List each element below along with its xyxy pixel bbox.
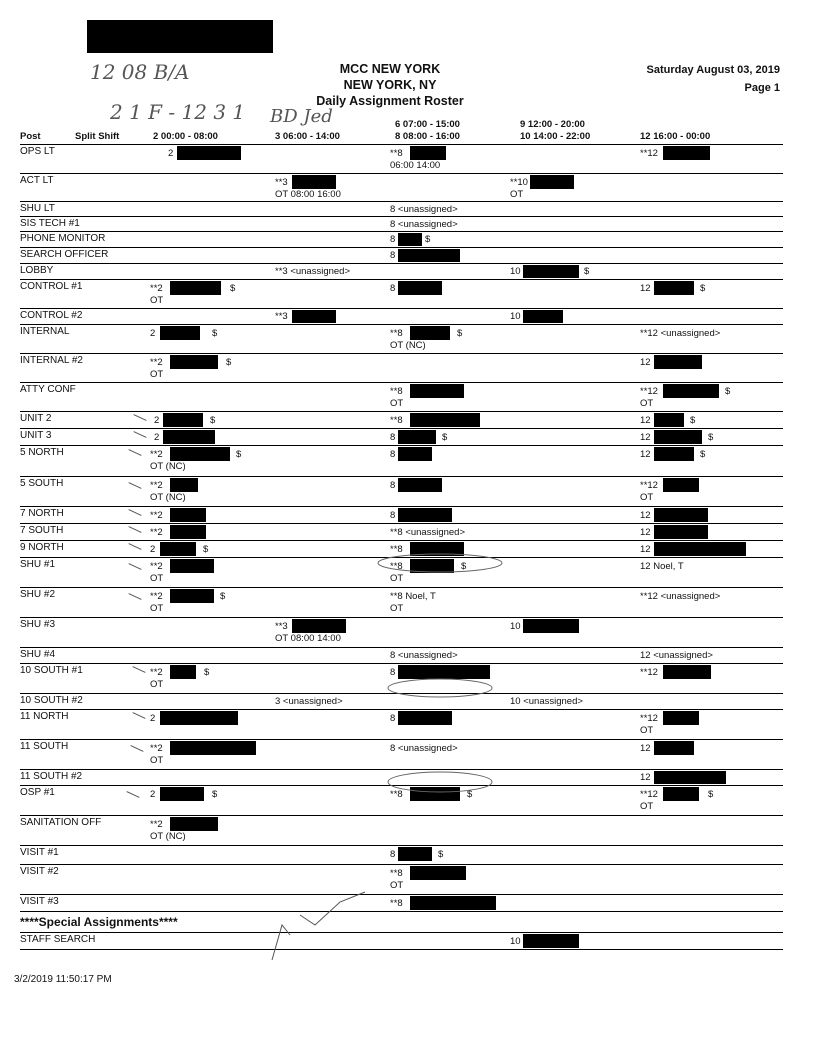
cell-shift-2: 2 — [168, 148, 174, 159]
col-shift-3: 3 06:00 - 14:00 — [275, 131, 340, 142]
row-internal-2 — [20, 354, 783, 383]
cell-shift-12: 12 — [640, 283, 651, 294]
cell-shift-12-ot: OT — [640, 725, 654, 736]
row-atty-conf — [20, 383, 783, 412]
cell-shift-12-ot: OT — [640, 492, 654, 503]
redaction-bar — [654, 355, 702, 369]
cell-shift-8: **8 — [390, 148, 403, 159]
cell-shift-8-ot: OT — [390, 603, 404, 614]
cell-shift-12: **12 <unassigned> — [640, 591, 721, 602]
cell-shift-2-ot: OT (NC) — [150, 831, 186, 842]
row-10-south-1 — [20, 664, 783, 694]
cell-shift-2: **2 — [150, 819, 163, 830]
cell-shift-12: 12 <unassigned> — [640, 650, 713, 661]
post-label: VISIT #3 — [20, 896, 59, 907]
row-5-north — [20, 446, 783, 477]
section-heading: ****Special Assignments**** — [20, 915, 178, 929]
post-label: 10 SOUTH #1 — [20, 665, 83, 676]
row-ops-lt — [20, 145, 783, 174]
redaction-bar — [170, 665, 196, 679]
row-osp-1 — [20, 786, 783, 816]
cell-shift-8-ot: OT (NC) — [390, 340, 426, 351]
dollar-mark: $ — [725, 386, 731, 397]
redaction-bar — [292, 619, 346, 633]
row-shu-2 — [20, 588, 783, 618]
cell-shift-3: **3 <unassigned> — [275, 266, 351, 277]
redaction-bar — [654, 542, 746, 556]
tick-mark — [133, 414, 146, 421]
dollar-mark: $ — [457, 328, 463, 339]
row-visit-2 — [20, 865, 783, 895]
post-label: SEARCH OFFICER — [20, 249, 109, 260]
cell-shift-2: **2 — [150, 357, 163, 368]
cell-shift-12: 12 — [640, 415, 651, 426]
cell-shift-8: **8 — [390, 561, 403, 572]
cell-shift-2: 2 — [154, 432, 160, 443]
cell-shift-12: **12 — [640, 713, 658, 724]
cell-shift-8: 8 — [390, 667, 396, 678]
cell-shift-10: 10 — [510, 266, 521, 277]
redaction-bar — [663, 665, 711, 679]
row-11-north — [20, 710, 783, 740]
redaction-bar — [398, 847, 432, 861]
row-lobby — [20, 264, 783, 280]
dollar-mark: $ — [438, 849, 444, 860]
dollar-mark: $ — [584, 266, 590, 277]
cell-shift-3: **3 — [275, 311, 288, 322]
redaction-bar — [654, 413, 684, 427]
cell-shift-12-ot: OT — [640, 801, 654, 812]
row-shu-1 — [20, 558, 783, 588]
cell-shift-2: **2 — [150, 480, 163, 491]
redaction-bar — [398, 447, 432, 461]
cell-shift-2: **2 — [150, 561, 163, 572]
dollar-mark: $ — [204, 667, 210, 678]
post-label: VISIT #1 — [20, 847, 59, 858]
tick-mark — [128, 593, 141, 600]
row-shu-3 — [20, 618, 783, 648]
cell-shift-8: **8 — [390, 789, 403, 800]
row-sanitation — [20, 816, 783, 846]
redaction-bar — [663, 146, 710, 160]
redaction-bar — [163, 413, 203, 427]
cell-shift-10: 10 — [510, 311, 521, 322]
col-shift-12: 12 16:00 - 00:00 — [640, 131, 711, 142]
post-label: SHU #1 — [20, 559, 56, 570]
cell-shift-2-ot: OT — [150, 755, 164, 766]
handwritten-note: 12 08 B/A — [90, 60, 190, 84]
redaction-bar — [170, 447, 230, 461]
cell-shift-8: **8 — [390, 328, 403, 339]
post-label: OPS LT — [20, 146, 55, 157]
row-11-south-2 — [20, 770, 783, 786]
row-special-assignments — [20, 912, 783, 933]
cell-shift-3: **3 — [275, 621, 288, 632]
redaction-bar — [87, 20, 273, 53]
redaction-bar — [163, 430, 215, 444]
redaction-bar — [398, 281, 442, 295]
cell-shift-3: **3 — [275, 177, 288, 188]
redaction-bar — [523, 265, 579, 278]
cell-shift-12: 12 — [640, 527, 651, 538]
cell-shift-8-ot: OT — [390, 880, 404, 891]
redaction-bar — [170, 817, 218, 831]
cell-shift-2: **2 — [150, 667, 163, 678]
post-label: ACT LT — [20, 175, 54, 186]
cell-shift-2-ot: OT — [150, 295, 164, 306]
row-search-officer — [20, 248, 783, 264]
row-sis-tech — [20, 217, 783, 232]
tick-mark — [133, 431, 146, 438]
row-shu-lt — [20, 202, 783, 217]
redaction-bar — [663, 787, 699, 801]
post-label: INTERNAL — [20, 326, 70, 337]
dollar-mark: $ — [212, 789, 218, 800]
dollar-mark: $ — [700, 283, 706, 294]
redaction-bar — [170, 355, 218, 369]
row-7-south — [20, 524, 783, 541]
col-post: Post — [20, 131, 41, 142]
redaction-bar — [410, 326, 450, 340]
cell-shift-8: 8 — [390, 480, 396, 491]
redaction-bar — [663, 478, 699, 492]
cell-shift-8: 8 — [390, 510, 396, 521]
cell-shift-12: **12 — [640, 789, 658, 800]
redaction-bar — [663, 384, 719, 398]
dollar-mark: $ — [203, 544, 209, 555]
redaction-bar — [177, 146, 241, 160]
redaction-bar — [398, 478, 442, 492]
row-unit-3 — [20, 429, 783, 446]
redaction-bar — [170, 559, 214, 573]
row-control-2 — [20, 309, 783, 325]
redaction-bar — [292, 310, 336, 323]
redaction-bar — [160, 326, 200, 340]
dollar-mark: $ — [461, 561, 467, 572]
post-label: CONTROL #2 — [20, 310, 83, 321]
dollar-mark: $ — [220, 591, 226, 602]
row-shu-4 — [20, 648, 783, 664]
dollar-mark: $ — [690, 415, 696, 426]
redaction-bar — [410, 896, 496, 910]
report-title: Daily Assignment Roster — [316, 94, 464, 108]
post-label: CONTROL #1 — [20, 281, 83, 292]
cell-shift-2: 2 — [150, 713, 156, 724]
redaction-bar — [170, 525, 206, 539]
cell-shift-2-ot: OT (NC) — [150, 492, 186, 503]
row-11-south — [20, 740, 783, 770]
cell-shift-8-time: 06:00 14:00 — [390, 160, 441, 171]
tick-mark — [128, 526, 141, 533]
tick-mark — [128, 449, 141, 456]
cell-shift-12: 12 — [640, 772, 651, 783]
post-label: STAFF SEARCH — [20, 934, 96, 945]
cell-shift-12: 12 Noel, T — [640, 561, 684, 572]
redaction-bar — [654, 741, 694, 755]
handwritten-initials: BD Jed — [270, 106, 333, 127]
cell-shift-2: 2 — [154, 415, 160, 426]
redaction-bar — [410, 384, 464, 398]
row-unit-2 — [20, 412, 783, 429]
cell-shift-8: **8 <unassigned> — [390, 527, 466, 538]
redaction-bar — [160, 542, 196, 556]
redaction-bar — [398, 249, 460, 262]
col-split: Split Shift — [75, 131, 120, 142]
post-label: VISIT #2 — [20, 866, 59, 877]
redaction-bar — [398, 430, 436, 444]
cell-shift-12: 12 — [640, 432, 651, 443]
cell-shift-12: **12 — [640, 148, 658, 159]
cell-shift-12-ot: OT — [640, 398, 654, 409]
cell-shift-8: **8 — [390, 544, 403, 555]
redaction-bar — [170, 589, 214, 603]
cell-shift-2: 2 — [150, 328, 156, 339]
row-10-south-2 — [20, 694, 783, 710]
cell-shift-2-ot: OT (NC) — [150, 461, 186, 472]
cell-shift-8: 8 <unassigned> — [390, 650, 458, 661]
redaction-bar — [654, 447, 694, 461]
cell-shift-12: 12 — [640, 449, 651, 460]
row-phone-monitor — [20, 232, 783, 248]
cell-shift-8: **8 — [390, 386, 403, 397]
cell-shift-3-ot: OT 08:00 14:00 — [275, 633, 341, 644]
redaction-bar — [654, 430, 702, 444]
redaction-bar — [398, 711, 452, 725]
post-label: LOBBY — [20, 265, 54, 276]
row-5-south — [20, 477, 783, 507]
facility-title: MCC NEW YORK — [339, 62, 441, 76]
cell-shift-2-ot: OT — [150, 369, 164, 380]
cell-shift-8: 8 — [390, 449, 396, 460]
redaction-bar — [654, 525, 708, 539]
row-staff-search — [20, 933, 783, 950]
post-label: INTERNAL #2 — [20, 355, 83, 366]
cell-shift-3-ot: OT 08:00 16:00 — [275, 189, 341, 200]
cell-shift-12: **12 — [640, 480, 658, 491]
cell-shift-8: 8 <unassigned> — [390, 219, 458, 230]
cell-shift-2-ot: OT — [150, 603, 164, 614]
cell-shift-12: **12 — [640, 667, 658, 678]
cell-shift-8: 8 — [390, 432, 396, 443]
redaction-bar — [530, 175, 574, 189]
cell-shift-8: 8 — [390, 250, 396, 261]
redaction-bar — [523, 934, 579, 948]
row-7-north — [20, 507, 783, 524]
redaction-bar — [398, 508, 452, 522]
cell-shift-8: 8 <unassigned> — [390, 204, 458, 215]
dollar-mark: $ — [236, 449, 242, 460]
post-label: SANITATION OFF — [20, 817, 102, 828]
post-label: 5 SOUTH — [20, 478, 64, 489]
redaction-bar — [654, 281, 694, 295]
tick-mark — [132, 666, 145, 673]
post-label: 9 NORTH — [20, 542, 64, 553]
dollar-mark: $ — [442, 432, 448, 443]
handwritten-note-2: 2 1 F - 12 3 1 — [110, 100, 246, 124]
redaction-bar — [523, 310, 563, 323]
col-shift-6: 6 07:00 - 15:00 — [395, 119, 460, 130]
cell-shift-8: **8 Noel, T — [390, 591, 436, 602]
dollar-mark: $ — [425, 234, 431, 245]
post-label: 11 SOUTH — [20, 741, 69, 752]
post-label: 10 SOUTH #2 — [20, 695, 83, 706]
page-number: Page 1 — [744, 82, 780, 94]
cell-shift-8: 8 — [390, 234, 396, 245]
cell-shift-2-ot: OT — [150, 573, 164, 584]
cell-shift-10: 10 — [510, 621, 521, 632]
row-visit-1 — [20, 846, 783, 865]
col-shift-8: 8 08:00 - 16:00 — [395, 131, 460, 142]
cell-shift-12: 12 — [640, 544, 651, 555]
cell-shift-12: **12 <unassigned> — [640, 328, 721, 339]
redaction-bar — [170, 478, 198, 492]
redaction-bar — [160, 787, 204, 801]
row-internal — [20, 325, 783, 354]
redaction-bar — [410, 866, 466, 880]
cell-shift-8-ot: OT — [390, 573, 404, 584]
redaction-bar — [654, 771, 726, 784]
post-label: OSP #1 — [20, 787, 55, 798]
redaction-bar — [654, 508, 708, 522]
cell-shift-2: 2 — [150, 789, 156, 800]
dollar-mark: $ — [708, 432, 714, 443]
cell-shift-8: **8 — [390, 415, 403, 426]
row-control-1 — [20, 280, 783, 309]
tick-mark — [130, 745, 143, 752]
col-shift-10: 10 14:00 - 22:00 — [520, 131, 591, 142]
post-label: SHU #3 — [20, 619, 56, 630]
cell-shift-2: **2 — [150, 449, 163, 460]
row-9-north — [20, 541, 783, 558]
redaction-bar — [170, 741, 256, 755]
cell-shift-8: 8 — [390, 283, 396, 294]
redaction-bar — [398, 665, 490, 679]
post-label: UNIT 2 — [20, 413, 52, 424]
dollar-mark: $ — [708, 789, 714, 800]
facility-location: NEW YORK, NY — [343, 78, 437, 92]
cell-shift-3: 3 <unassigned> — [275, 696, 343, 707]
report-date: Saturday August 03, 2019 — [646, 64, 780, 76]
post-label: 7 SOUTH — [20, 525, 64, 536]
redaction-bar — [160, 711, 238, 725]
post-label: 5 NORTH — [20, 447, 64, 458]
redaction-bar — [410, 146, 446, 160]
post-label: SHU LT — [20, 203, 55, 214]
redaction-bar — [410, 559, 454, 573]
cell-shift-10: 10 <unassigned> — [510, 696, 583, 707]
cell-shift-8: 8 — [390, 849, 396, 860]
tick-mark — [126, 791, 139, 798]
cell-shift-12: 12 — [640, 743, 651, 754]
post-label: ATTY CONF — [20, 384, 76, 395]
post-label: 7 NORTH — [20, 508, 64, 519]
dollar-mark: $ — [230, 283, 236, 294]
cell-shift-12: **12 — [640, 386, 658, 397]
cell-shift-2: **2 — [150, 283, 163, 294]
cell-shift-2: **2 — [150, 743, 163, 754]
tick-mark — [128, 482, 141, 489]
redaction-bar — [170, 281, 221, 295]
cell-shift-12: 12 — [640, 510, 651, 521]
redaction-bar — [523, 619, 579, 633]
cell-shift-12: 12 — [640, 357, 651, 368]
post-label: 11 SOUTH #2 — [20, 771, 83, 782]
tick-mark — [132, 712, 145, 719]
dollar-mark: $ — [226, 357, 232, 368]
post-label: 11 NORTH — [20, 711, 69, 722]
cell-shift-2: **2 — [150, 591, 163, 602]
dollar-mark: $ — [700, 449, 706, 460]
post-label: SIS TECH #1 — [20, 218, 80, 229]
cell-shift-2: **2 — [150, 527, 163, 538]
redaction-bar — [663, 711, 699, 725]
col-shift-2: 2 00:00 - 08:00 — [153, 131, 218, 142]
redaction-bar — [410, 413, 480, 427]
row-act-lt — [20, 174, 783, 202]
post-label: SHU #2 — [20, 589, 56, 600]
tick-mark — [128, 509, 141, 516]
tick-mark — [128, 543, 141, 550]
redaction-bar — [410, 542, 464, 556]
cell-shift-8: **8 — [390, 868, 403, 879]
post-label: UNIT 3 — [20, 430, 52, 441]
tick-mark — [128, 563, 141, 570]
dollar-mark: $ — [212, 328, 218, 339]
dollar-mark: $ — [210, 415, 216, 426]
cell-shift-8: 8 <unassigned> — [390, 743, 458, 754]
post-label: PHONE MONITOR — [20, 233, 106, 244]
col-shift-9: 9 12:00 - 20:00 — [520, 119, 585, 130]
cell-shift-10-ot: OT — [510, 189, 524, 200]
print-timestamp: 3/2/2019 11:50:17 PM — [14, 974, 112, 985]
cell-shift-8: 8 — [390, 713, 396, 724]
cell-shift-8: **8 — [390, 898, 403, 909]
cell-shift-2: **2 — [150, 510, 163, 521]
redaction-bar — [292, 175, 336, 189]
row-visit-3 — [20, 895, 783, 912]
redaction-bar — [398, 233, 422, 246]
cell-shift-10: **10 — [510, 177, 528, 188]
cell-shift-8-ot: OT — [390, 398, 404, 409]
redaction-bar — [170, 508, 206, 522]
cell-shift-10: 10 — [510, 936, 521, 947]
dollar-mark: $ — [467, 789, 473, 800]
cell-shift-2: 2 — [150, 544, 156, 555]
post-label: SHU #4 — [20, 649, 56, 660]
redaction-bar — [410, 787, 460, 801]
cell-shift-2-ot: OT — [150, 679, 164, 690]
